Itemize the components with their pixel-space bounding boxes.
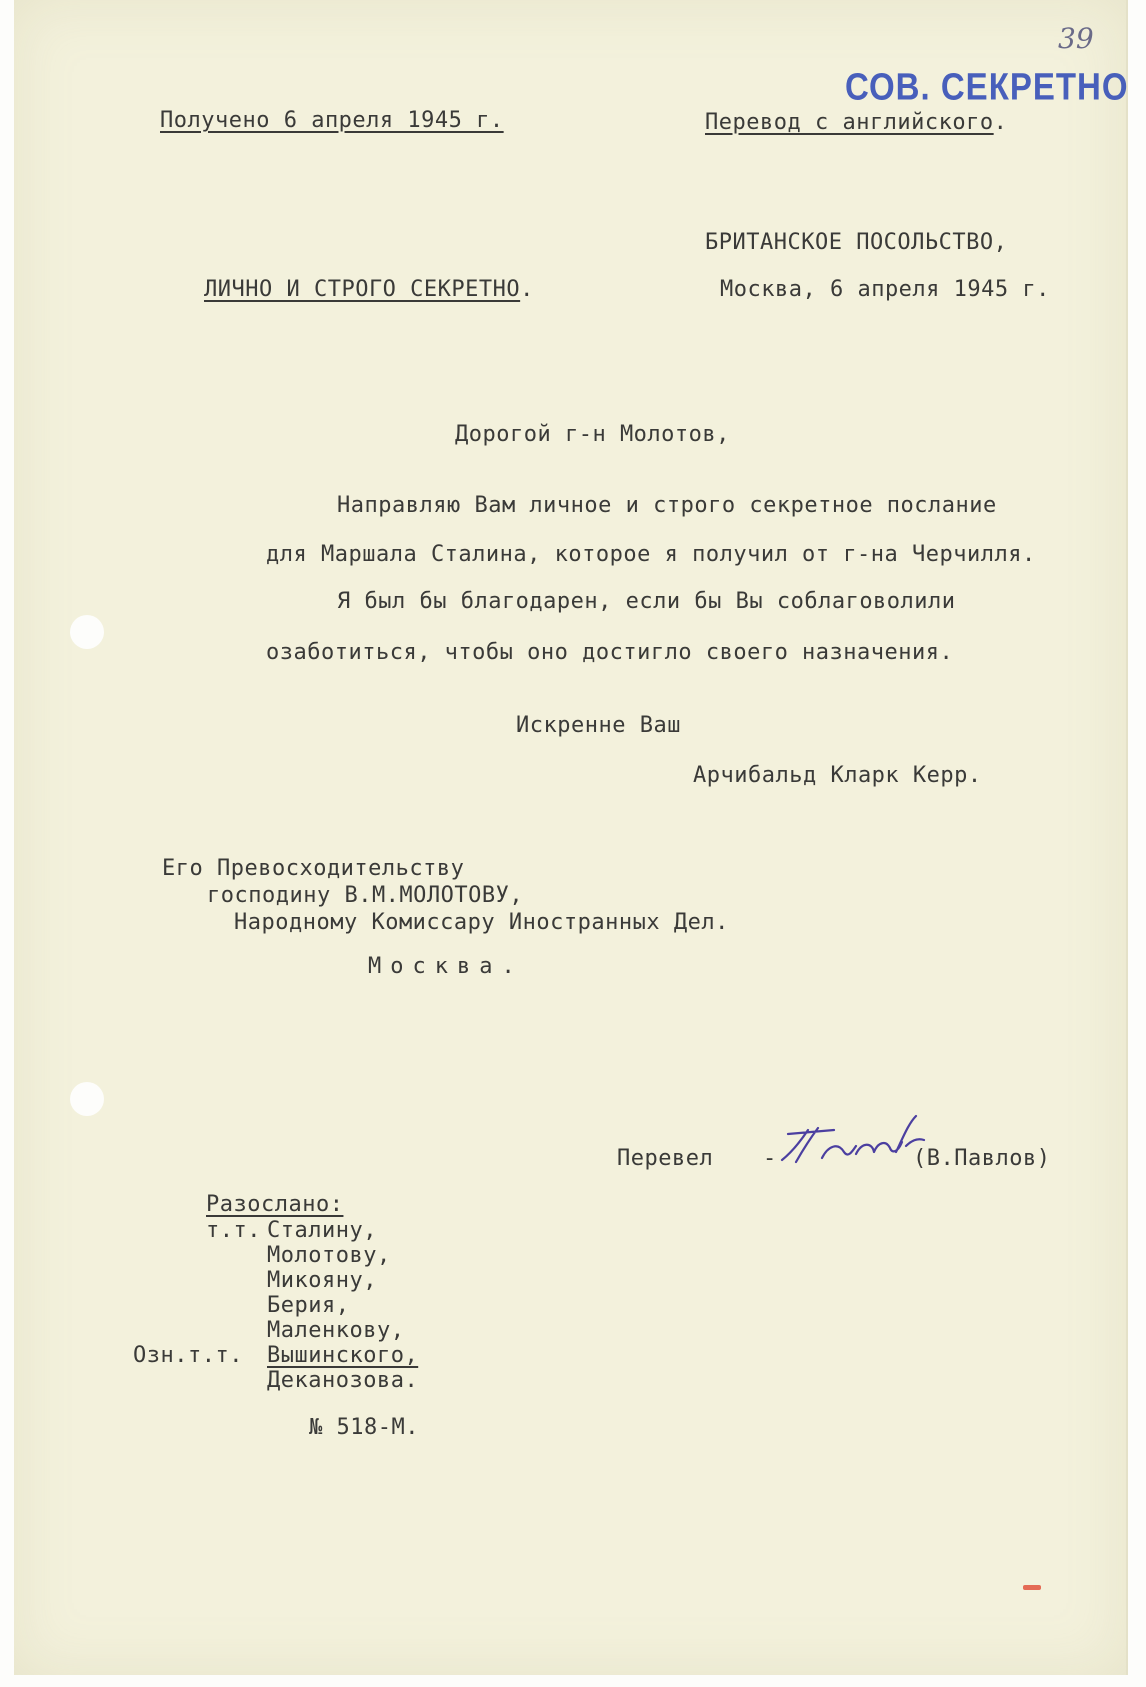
distribution-recipient: Молотову, (267, 1243, 391, 1268)
document-number: № 518-М. (309, 1415, 419, 1440)
page-number: 39 (1058, 22, 1094, 55)
distribution-heading: Разослано: (206, 1192, 344, 1217)
body-line: для Маршала Сталина, которое я получил от г-на Черчилля. (266, 542, 1036, 567)
translator-name: (В.Павлов) (913, 1146, 1051, 1171)
translator-signature (778, 1112, 928, 1172)
addressee-line: Народному Комиссару Иностранных Дел. (234, 910, 729, 935)
received-date: Получено 6 апреля 1945 г. (160, 108, 504, 133)
classification-text: ЛИЧНО И СТРОГО СЕКРЕТНО (204, 277, 521, 302)
translation-note-text: Перевод с английского (705, 110, 994, 135)
body-line: Я был бы благодарен, если бы Вы соблаговолили (337, 589, 956, 614)
punch-hole (70, 1082, 104, 1116)
classification-heading (204, 277, 534, 302)
addressee-line: господину В.М.МОЛОТОВУ, (207, 883, 524, 908)
translation-note (705, 110, 1007, 135)
red-mark (1023, 1585, 1041, 1590)
place-date: Москва, 6 апреля 1945 г. (720, 277, 1050, 302)
body-line: озаботиться, чтобы оно достигло своего назначения. (266, 640, 954, 665)
translator-label: Перевел (617, 1146, 714, 1171)
distribution-recipient: Берия, (267, 1293, 350, 1318)
addressee-line: Его Превосходительству (162, 856, 465, 881)
translation-note-dot: . (993, 110, 1008, 135)
addressee-city: Москва. (368, 954, 524, 979)
body-line: Направляю Вам личное и строго секретное послание (337, 493, 997, 518)
distribution-prefix: т.т. (206, 1218, 261, 1243)
secret-stamp: СОВ. СЕКРЕТНО (845, 65, 1129, 108)
salutation: Дорогой г-н Молотов, (455, 422, 730, 447)
acquainted-prefix: Озн.т.т. (133, 1343, 243, 1368)
acquainted-name: Деканозова. (267, 1368, 419, 1393)
embassy-name: БРИТАНСКОЕ ПОСОЛЬСТВО, (705, 230, 1008, 255)
acquainted-name: Вышинского, (267, 1343, 419, 1368)
signatory: Арчибальд Кларк Керр. (693, 763, 982, 788)
closing: Искренне Ваш (516, 713, 681, 738)
distribution-recipient: Микояну, (267, 1268, 377, 1293)
distribution-recipient: Сталину, (267, 1218, 377, 1243)
classification-dot: . (520, 277, 534, 302)
translator-dash: - (763, 1146, 777, 1171)
punch-hole (70, 615, 104, 649)
distribution-recipient: Маленкову, (267, 1318, 405, 1343)
